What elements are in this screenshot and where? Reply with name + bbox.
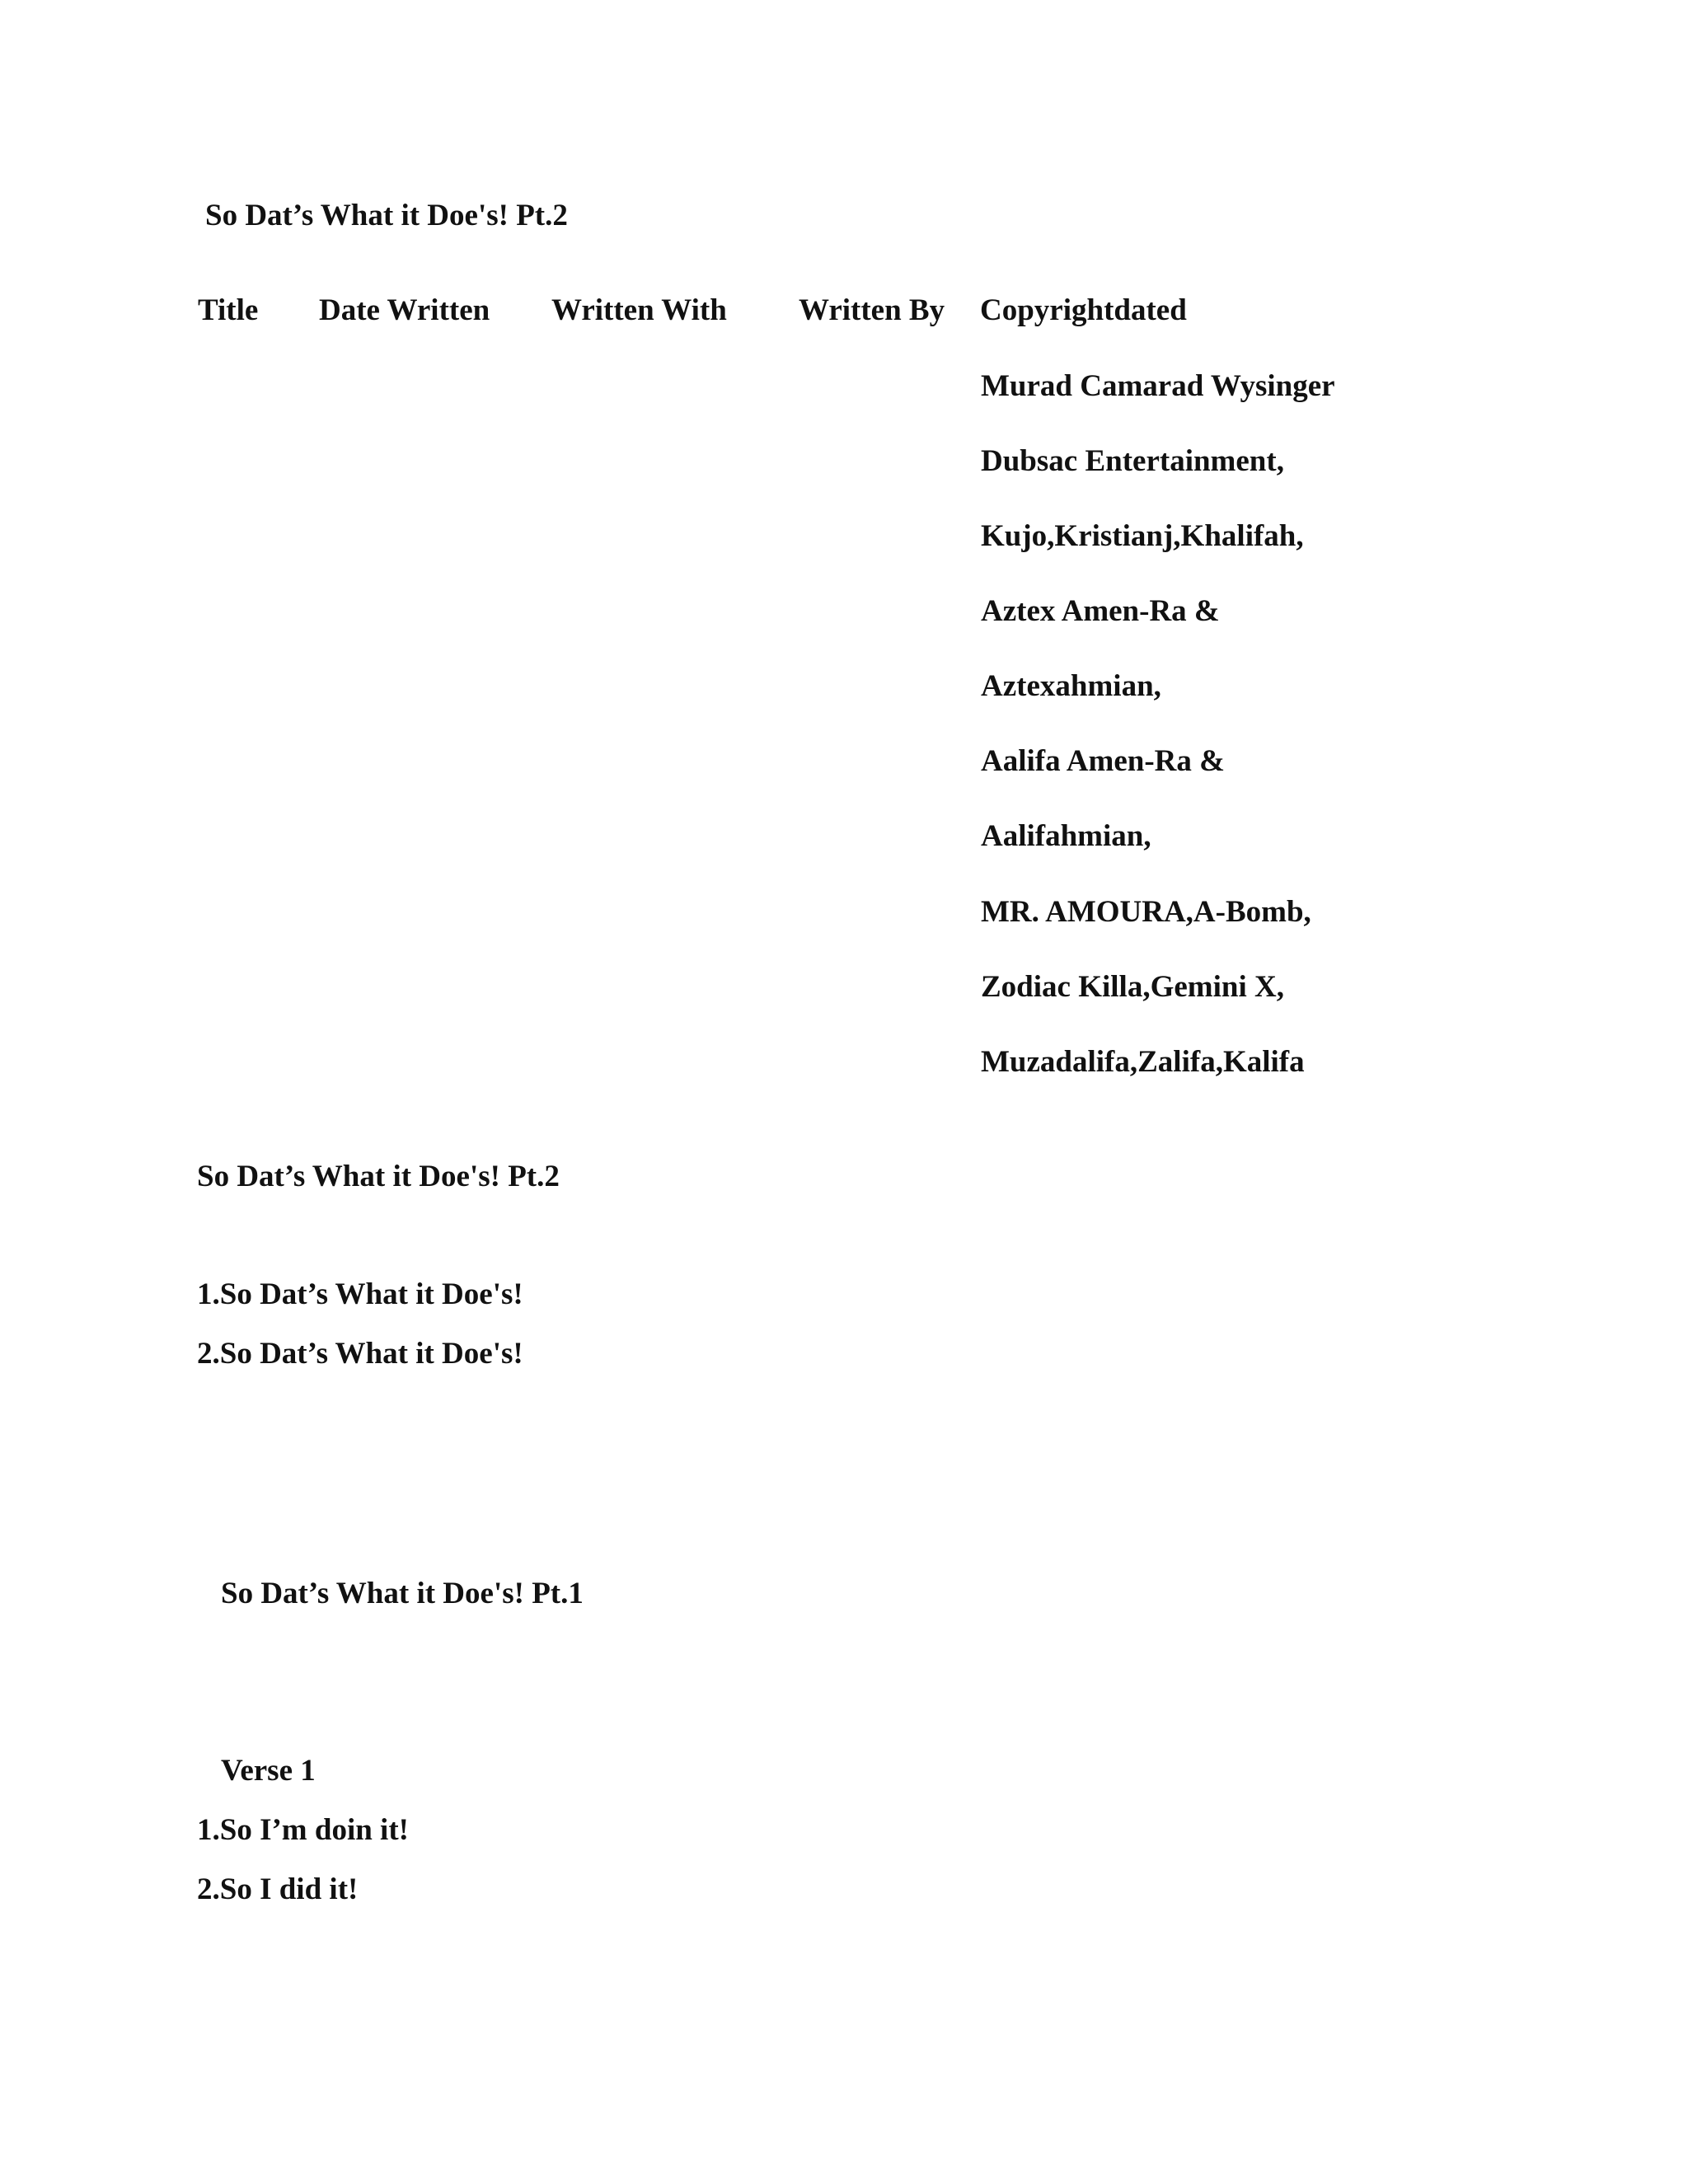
header-date-written: Date Written <box>319 293 490 327</box>
credit-line: Kujo,Kristianj,Khalifah, <box>981 519 1304 553</box>
verse-line: 1.So I’m doin it! <box>197 1813 409 1847</box>
credit-line: Muzadalifa,Zalifa,Kalifa <box>981 1045 1305 1079</box>
header-written-by: Written By <box>799 293 945 327</box>
credit-line: Aalifahmian, <box>981 819 1151 853</box>
verse-line: 2.So I did it! <box>197 1872 359 1906</box>
document-title: So Dat’s What it Doe's! Pt.2 <box>205 199 568 232</box>
part1-title: So Dat’s What it Doe's! Pt.1 <box>221 1577 584 1610</box>
credit-line: MR. AMOURA,A-Bomb, <box>981 895 1311 929</box>
header-title: Title <box>198 293 259 327</box>
credit-line: Dubsac Entertainment, <box>981 444 1284 478</box>
header-written-with: Written With <box>551 293 727 327</box>
section-title: So Dat’s What it Doe's! Pt.2 <box>197 1160 560 1193</box>
credit-line: Aztex Amen-Ra & <box>981 594 1220 628</box>
verse-heading: Verse 1 <box>221 1754 316 1788</box>
numbered-line: 1.So Dat’s What it Doe's! <box>197 1277 523 1311</box>
numbered-line: 2.So Dat’s What it Doe's! <box>197 1337 523 1371</box>
header-copyright: Copyrightdated <box>980 293 1187 327</box>
credit-line: Zodiac Killa,Gemini X, <box>981 970 1284 1004</box>
credit-line: Murad Camarad Wysinger <box>981 369 1335 403</box>
credit-line: Aalifa Amen-Ra & <box>981 744 1225 778</box>
credit-line: Aztexahmian, <box>981 669 1161 703</box>
